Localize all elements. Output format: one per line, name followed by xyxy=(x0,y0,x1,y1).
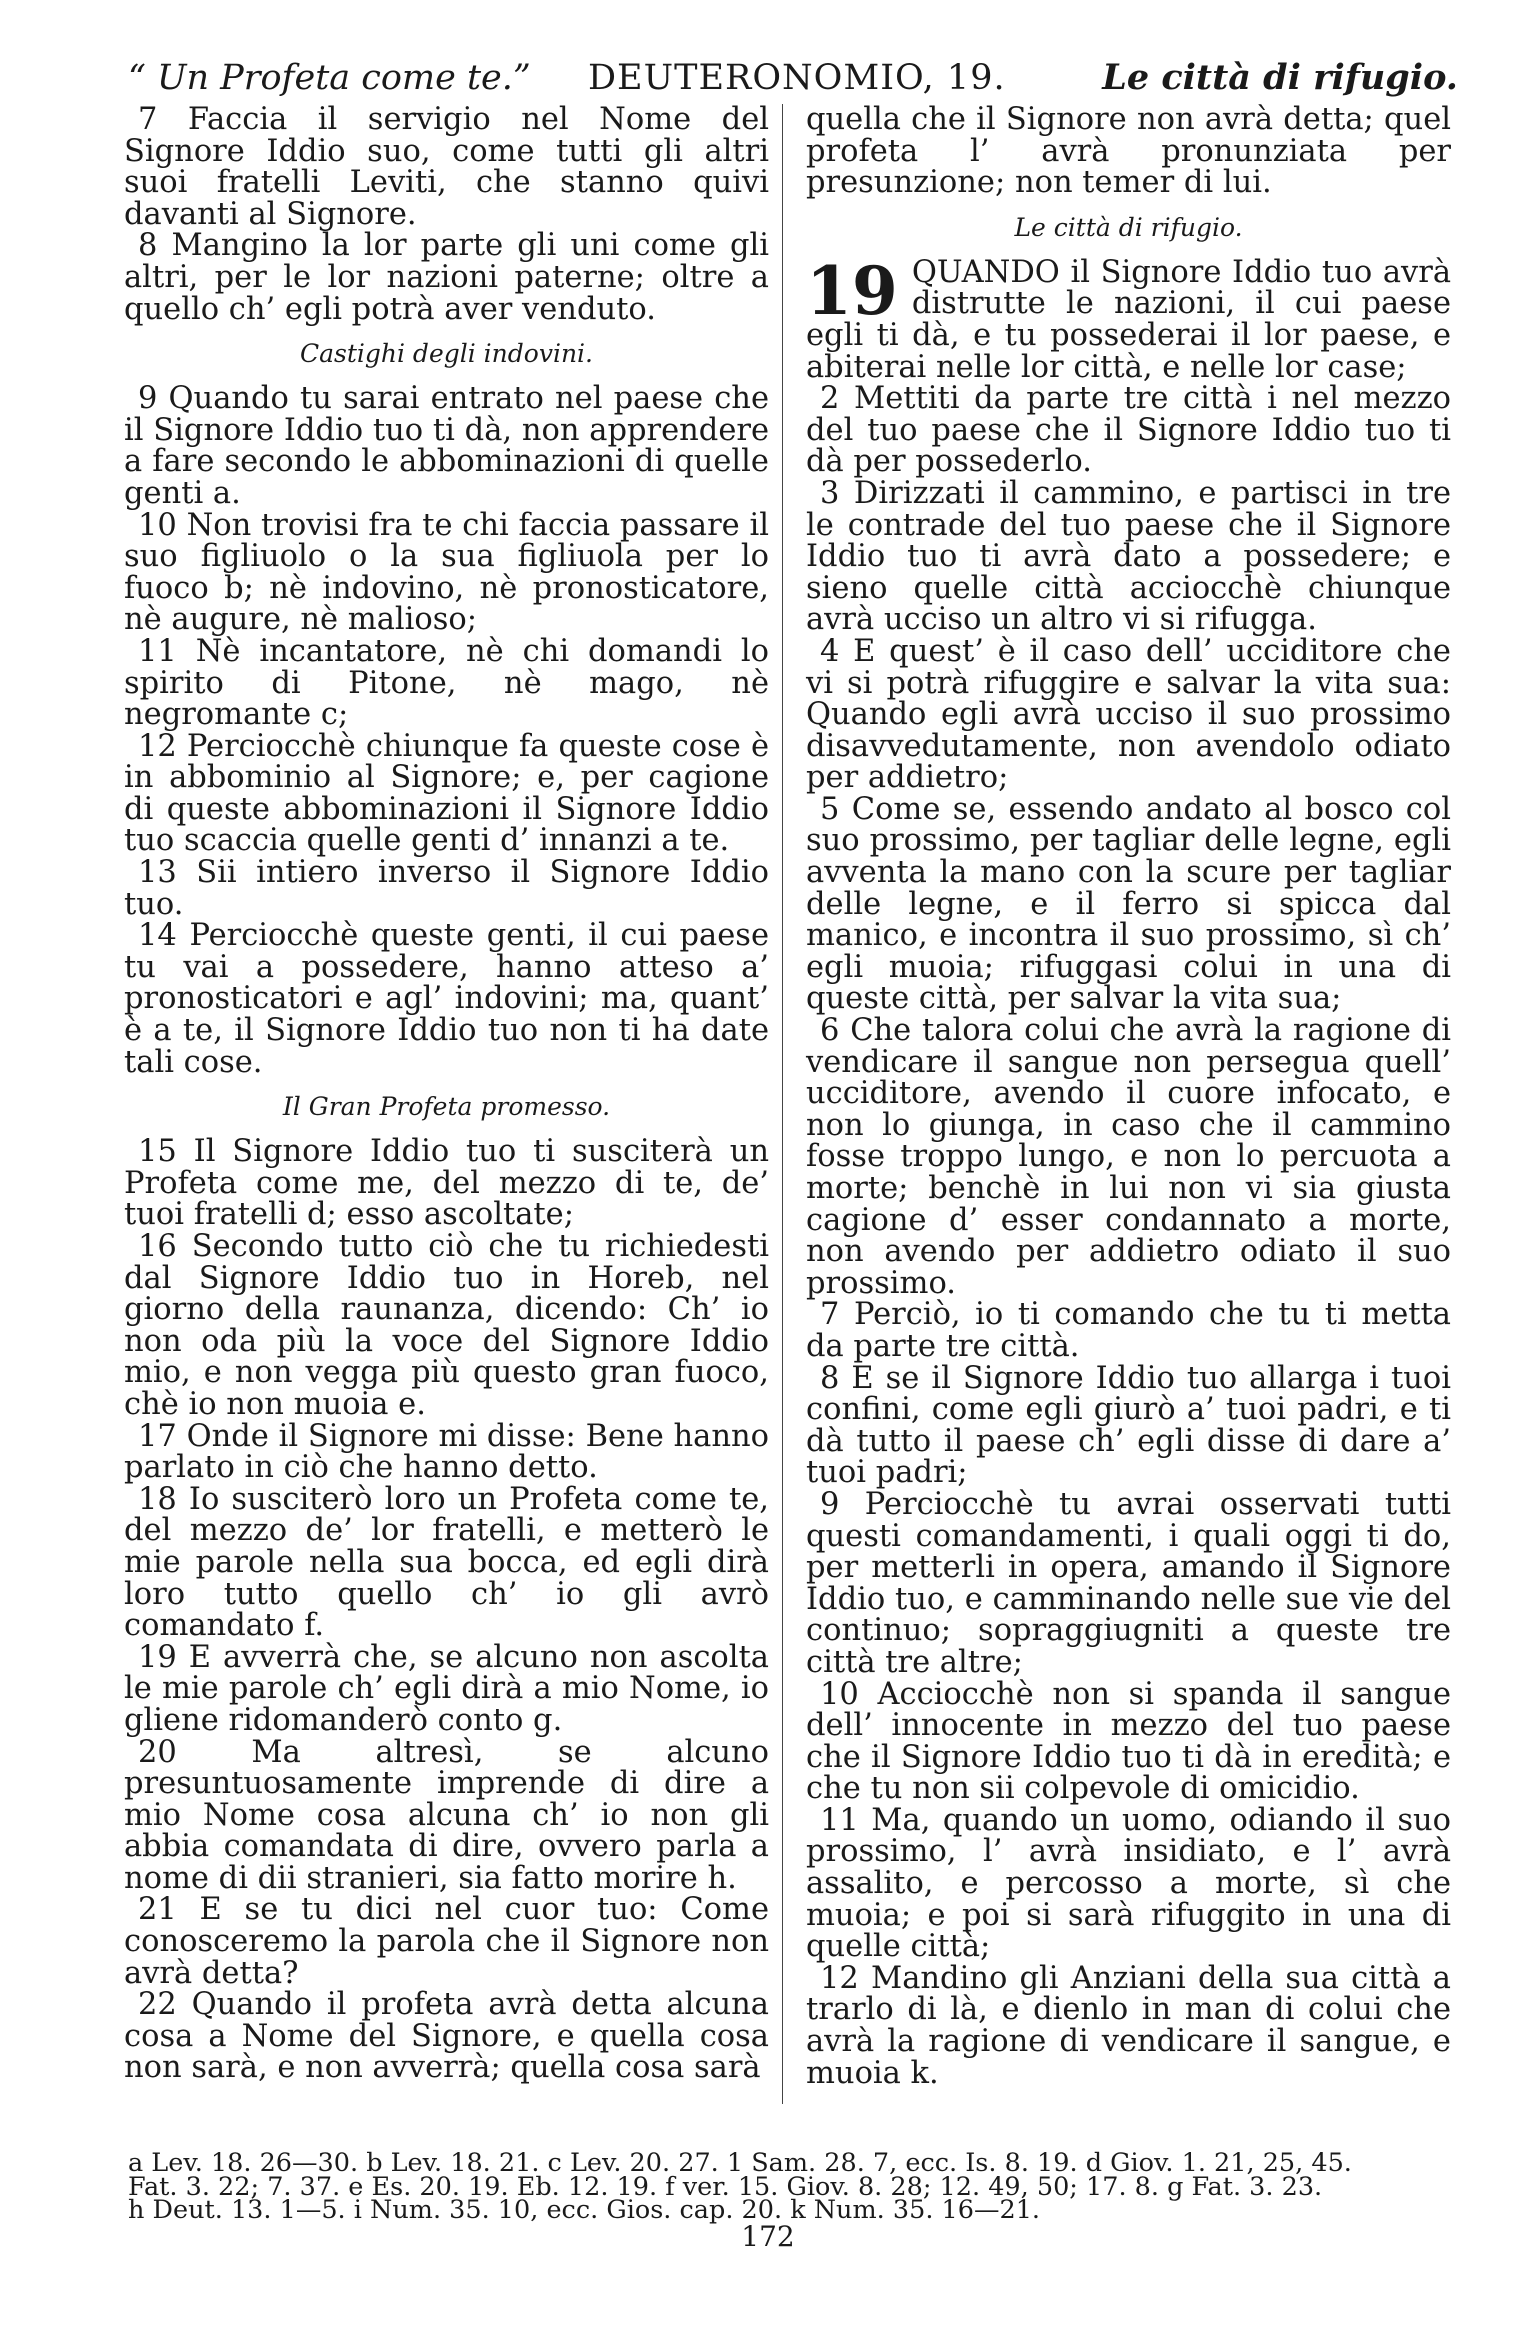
verse: 3 Dirizzati il cammino, e partisci in tre le contrade del tuo paese che il Signore Iddio tuo ti avrà dato a possedere; e sieno quelle città acciocchè chiunque avrà ucciso un altro vi si rifugga. xyxy=(806,475,1451,638)
header-right-title: Le città di rifugio. xyxy=(1102,57,1458,98)
chapter-opening xyxy=(806,251,1451,385)
running-header xyxy=(128,52,1458,104)
verse: 19 E avverrà che, se alcuno non ascolta le mie parole ch’ egli dirà a mio Nome, io gliene ridomanderò conto g. xyxy=(124,1639,769,1738)
verse: 20 Ma altresì, se alcuno presuntuosamente imprende di dire a mio Nome cosa alcuna ch’ io non gli abbia comandata di dire, ovvero parla a nome di dii stranieri, sia fatto morire h. xyxy=(124,1734,769,1896)
section-heading: Le città di rifugio. xyxy=(1014,212,1243,242)
chapter-number: 19 xyxy=(806,251,898,330)
column-divider xyxy=(782,104,783,2104)
verse: 16 Secondo tutto ciò che tu richiedesti dal Signore Iddio tuo in Horeb, nel giorno della raunanza, dicendo: Ch’ io non oda più la voce del Signore Iddio mio, e non vegga più questo gran fuoco, chè io non muoia e. xyxy=(124,1229,769,1422)
section-heading: Il Gran Profeta promesso. xyxy=(282,1092,611,1122)
verse: 4 E quest’ è il caso dell’ ucciditore che vi si potrà rifuggire e salvar la vita sua: Quando egli avrà ucciso il suo prossimo disavvedutamente, non avendolo odiato per addietro; xyxy=(806,633,1451,796)
footnote-line: a Lev. 18. 26—30. b Lev. 18. 21. c Lev. 20. 27. 1 Sam. 28. 7, ecc. Is. 8. 19. d Giov. 1. 21, 25, 45. xyxy=(128,2148,1352,2178)
verse: quella che il Signore non avrà detta; quel profeta l’ avrà pronunziata per presunzione; non temer di lui. xyxy=(806,102,1451,201)
footnotes xyxy=(128,2148,1458,2226)
verse: 17 Onde il Signore mi disse: Bene hanno parlato in ciò che hanno detto. xyxy=(124,1418,769,1486)
verse: 11 Ma, quando un uomo, odiando il suo prossimo, l’ avrà insidiato, e l’ avrà assalito, e percosso a morte, sì che muoia; e poi si sarà rifuggito in una di quelle città; xyxy=(806,1802,1451,1965)
verse: 10 Non trovisi fra te chi faccia passare il suo figliuolo o la sua figliuola per lo fuoco b; nè indovino, nè pronosticatore, nè augure, nè malioso; xyxy=(124,507,769,638)
verse: 9 Perciocchè tu avrai osservati tutti questi comandamenti, i quali oggi ti do, per metterli in opera, amando il Signore Iddio tuo, e camminando nelle sue vie del continuo; sopraggiugniti a queste tre città tre altre; xyxy=(806,1486,1451,1680)
verse-text: QUANDO il Signore Iddio tuo avrà distrutte le nazioni, il cui paese egli ti dà, e tu possederai il lor paese, e abiterai nelle lor città, e nelle lor case; xyxy=(806,254,1451,385)
verse: 13 Sii intiero inverso il Signore Iddio tuo. xyxy=(124,855,769,922)
verse: 12 Mandino gli Anziani della sua città a trarlo di là, e dienlo in man di colui che avrà la ragione di vendicare il sangue, e muoia k. xyxy=(806,1960,1451,2091)
verse: 15 Il Signore Iddio tuo ti susciterà un Profeta come me, del mezzo di te, de’ tuoi fratelli d; esso ascoltate; xyxy=(124,1134,769,1233)
verse: 9 Quando tu sarai entrato nel paese che il Signore Iddio tuo ti dà, non apprendere a fare secondo le abbominazioni di quelle genti a. xyxy=(124,381,769,511)
section-heading: Castighi degli indovini. xyxy=(299,339,593,369)
verse: 7 Faccia il servigio nel Nome del Signore Iddio suo, come tutti gli altri suoi fratelli Leviti, che stanno quivi davanti al Signore. xyxy=(124,102,769,232)
verse: 5 Come se, essendo andato al bosco col suo prossimo, per tagliar delle legne, egli avventa la mano con la scure per tagliar delle legne, e il ferro si spicca dal manico, e incontra il suo prossimo, sì ch’ egli muoia; rifuggasi colui in una di queste città, per salvar la vita sua; xyxy=(806,791,1451,1017)
verse: 11 Nè incantatore, nè chi domandi lo spirito di Pitone, nè mago, nè negromante c; xyxy=(124,633,769,733)
header-left-title: “ Un Profeta come te.” xyxy=(128,58,531,98)
left-column xyxy=(124,104,769,2084)
verse: 21 E se tu dici nel cuor tuo: Come conosceremo la parola che il Signore non avrà detta? xyxy=(124,1892,769,1991)
verse: 10 Acciocchè non si spanda il sangue dell’ innocente in mezzo del tuo paese che il Signore Iddio tuo ti dà in eredità; e che tu non sii colpevole di omicidio. xyxy=(806,1676,1451,1807)
right-column xyxy=(806,104,1451,2089)
verse: 8 E se il Signore Iddio tuo allarga i tuoi confini, come egli giurò a’ tuoi padri, e ti dà tutto il paese ch’ egli disse di dare a’ tuoi padri; xyxy=(806,1360,1451,1491)
verse: 12 Perciocchè chiunque fa queste cose è in abbominio al Signore; e, per cagione di queste abbominazioni il Signore Iddio tuo scaccia quelle genti d’ innanzi a te. xyxy=(124,728,769,859)
footnote-line: h Deut. 13. 1—5. i Num. 35. 10, ecc. Gios. cap. 20. k Num. 35. 16—21. xyxy=(128,2195,1041,2226)
footnote-line: Fat. 3. 22; 7. 37. e Es. 20. 19. Eb. 12. 19. f ver. 15. Giov. 8. 28; 12. 49, 50; 17. 8. g Fat. 3. 23. xyxy=(128,2171,1323,2202)
verse: 7 Perciò, io ti comando che tu ti metta da parte tre città. xyxy=(806,1297,1451,1364)
header-book-chapter: DEUTERONOMIO, 19. xyxy=(588,58,1006,98)
verse: 18 Io susciterò loro un Profeta come te, del mezzo de’ lor fratelli, e metterò le mie parole nella sua bocca, ed egli dirà loro tutto quello ch’ io gli avrò comandato f. xyxy=(124,1481,769,1644)
verse: 2 Mettiti da parte tre città i nel mezzo del tuo paese che il Signore Iddio tuo ti dà per possederlo. xyxy=(806,381,1451,480)
verse: 8 Mangino la lor parte gli uni come gli altri, per le lor nazioni paterne; oltre a quello ch’ egli potrà aver venduto. xyxy=(124,228,769,327)
page-number: 172 xyxy=(741,2220,795,2253)
verse: 6 Che talora colui che avrà la ragione di vendicare il sangue non persegua quell’ ucciditore, avendo il cuore infocato, e non lo giunga, in caso che il cammino fosse troppo lungo, e non lo percuota a morte; benchè in lui non vi sia giusta cagione d’ esser condannato a morte, non avendo per addietro odiato il suo prossimo. xyxy=(806,1013,1451,1301)
verse: 14 Perciocchè queste genti, il cui paese tu vai a possedere, hanno atteso a’ pronosticatori e agl’ indovini; ma, quant’ è a te, il Signore Iddio tuo non ti ha date tali cose. xyxy=(124,918,769,1080)
verse: 22 Quando il profeta avrà detta alcuna cosa a Nome del Signore, e quella cosa non sarà, e non avverrà; quella cosa sarà xyxy=(124,1987,769,2086)
